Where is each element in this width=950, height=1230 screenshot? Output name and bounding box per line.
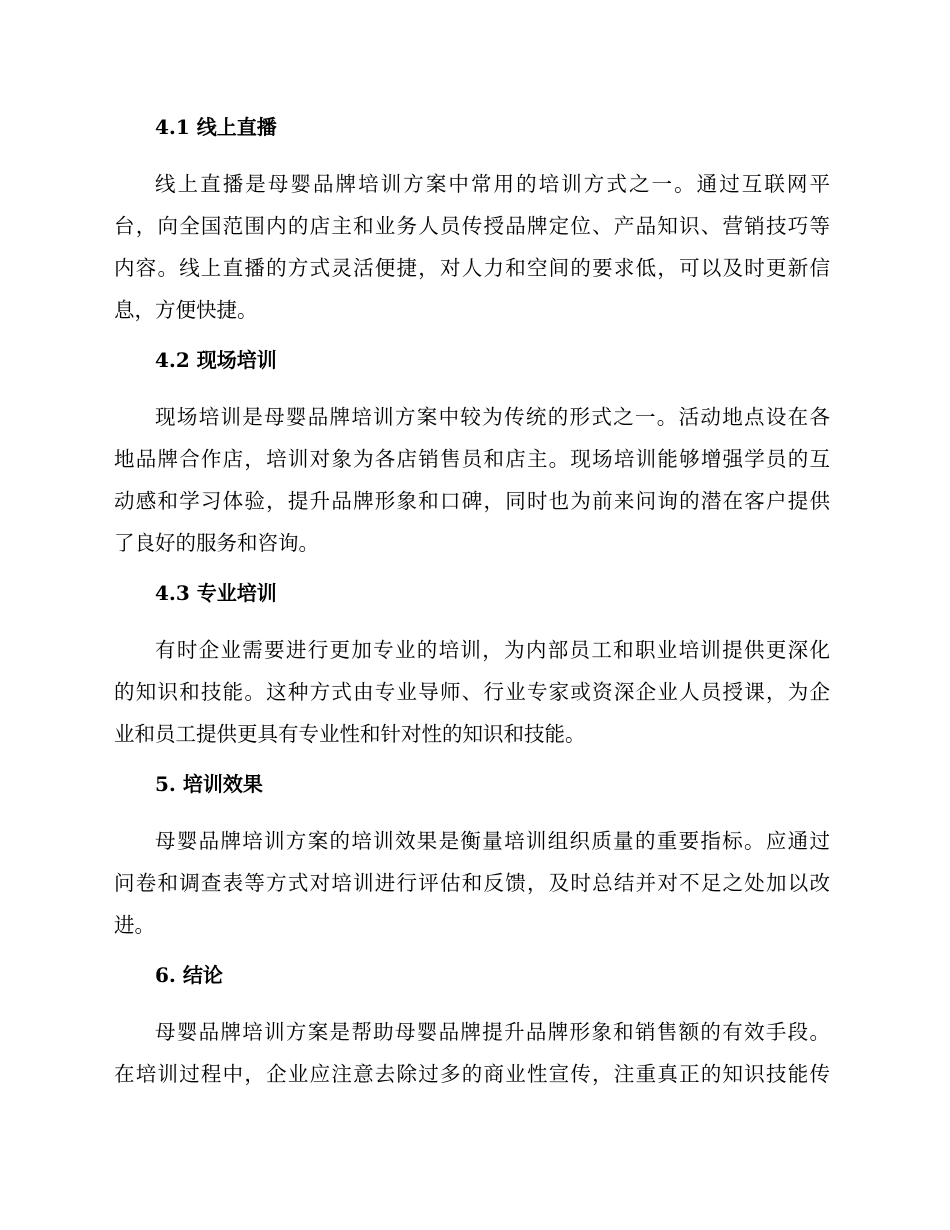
section-heading: 6. 结论 <box>155 963 223 987</box>
section-heading: 4.2 现场培训 <box>155 348 277 372</box>
paragraph-line: 线上直播是母婴品牌培训方案中常用的培训方式之一。通过互联网平 <box>155 172 830 196</box>
paragraph-line: 业和员工提供更具有专业性和针对性的知识和技能。 <box>114 722 586 746</box>
section-paragraph <box>114 396 830 564</box>
paragraph-line: 母婴品牌培训方案的培训效果是衡量培训组织质量的重要指标。应通过 <box>155 829 830 853</box>
section-6 <box>114 960 830 1095</box>
section-4-3 <box>114 578 830 755</box>
paragraph-line: 了良好的服务和咨询。 <box>114 531 319 555</box>
paragraph-line: 的知识和技能。这种方式由专业导师、行业专家或资深企业人员授课，为企 <box>114 680 830 704</box>
paragraph-line: 台，向全国范围内的店主和业务人员传授品牌定位、产品知识、营销技巧等 <box>114 214 830 238</box>
section-4-2 <box>114 345 830 564</box>
paragraph-line: 动感和学习体验，提升品牌形象和口碑，同时也为前来问询的潜在客户提供 <box>114 489 830 513</box>
paragraph-line: 母婴品牌培训方案是帮助母婴品牌提升品牌形象和销售额的有效手段。 <box>155 1020 830 1044</box>
section-paragraph <box>114 163 830 331</box>
paragraph-line: 在培训过程中，企业应注意去除过多的商业性宣传，注重真正的知识技能传 <box>114 1062 830 1086</box>
paragraph-line: 息，方便快捷。 <box>114 298 258 322</box>
section-paragraph <box>114 820 830 946</box>
paragraph-line: 进。 <box>114 913 155 937</box>
section-heading: 4.1 线上直播 <box>155 115 277 139</box>
section-heading: 5. 培训效果 <box>155 772 263 796</box>
paragraph-line: 现场培训是母婴品牌培训方案中较为传统的形式之一。活动地点设在各 <box>155 405 830 429</box>
paragraph-line: 问卷和调查表等方式对培训进行评估和反馈，及时总结并对不足之处加以改 <box>114 871 830 895</box>
paragraph-line: 内容。线上直播的方式灵活便捷，对人力和空间的要求低，可以及时更新信 <box>114 256 830 280</box>
paragraph-line: 有时企业需要进行更加专业的培训，为内部员工和职业培训提供更深化 <box>155 638 830 662</box>
section-paragraph <box>114 629 830 755</box>
section-paragraph <box>114 1011 830 1095</box>
section-5 <box>114 769 830 946</box>
section-heading: 4.3 专业培训 <box>155 581 277 605</box>
section-4-1 <box>114 112 830 331</box>
paragraph-line: 地品牌合作店，培训对象为各店销售员和店主。现场培训能够增强学员的互 <box>114 447 830 471</box>
